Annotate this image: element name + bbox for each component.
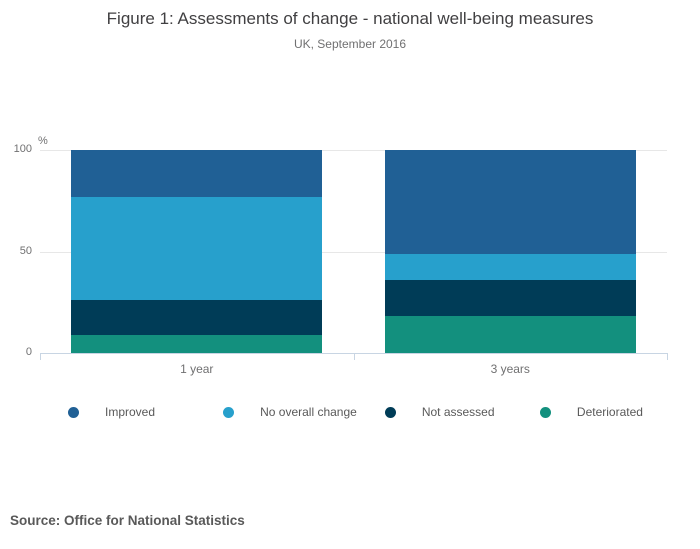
bar-3-years-segment-deteriorated[interactable]: [385, 316, 636, 353]
source-text: Source: Office for National Statistics: [10, 513, 245, 528]
bar-1-year-segment-improved[interactable]: [71, 150, 322, 197]
legend-item-no-overall-change[interactable]: [195, 405, 357, 419]
y-tick-label-50: 50: [19, 244, 32, 257]
legend-item-label: No overall change: [260, 405, 357, 419]
bar-1-year: [71, 150, 322, 353]
bar-3-years: [385, 150, 636, 353]
legend-marker-icon: [540, 407, 551, 418]
legend-item-not-assessed[interactable]: [357, 405, 512, 419]
x-axis-line: [40, 353, 667, 354]
legend: [40, 405, 667, 419]
x-axis-tick: [667, 353, 668, 360]
bar-1-year-segment-not-assessed[interactable]: [71, 300, 322, 335]
y-tick-label-100: 100: [13, 143, 32, 155]
legend-item-deteriorated[interactable]: [512, 405, 667, 419]
bar-1-year-segment-deteriorated[interactable]: [71, 335, 322, 353]
x-category-label-1-year: 1 year: [180, 362, 214, 376]
legend-item-label: Not assessed: [421, 405, 495, 419]
x-category-label-3-years: 3 years: [490, 362, 530, 376]
bar-3-years-segment-no-overall-change[interactable]: [385, 254, 636, 280]
x-axis-tick: [354, 353, 355, 360]
chart-subtitle: UK, September 2016: [293, 37, 407, 51]
legend-item-label: Deteriorated: [576, 405, 643, 419]
x-axis-tick: [40, 353, 41, 360]
legend-marker-icon: [68, 407, 79, 418]
legend-marker-icon: [385, 407, 396, 418]
legend-marker-icon: [223, 407, 234, 418]
y-tick-label-0: 0: [25, 346, 32, 358]
legend-item-label: Improved: [105, 405, 156, 419]
bar-3-years-segment-not-assessed[interactable]: [385, 280, 636, 317]
legend-item-improved[interactable]: [40, 405, 195, 419]
bar-3-years-segment-improved[interactable]: [385, 150, 636, 254]
bar-1-year-segment-no-overall-change[interactable]: [71, 197, 322, 301]
y-axis-unit-label: %: [38, 135, 48, 147]
chart-title: Figure 1: Assessments of change - national well-being measures: [106, 9, 594, 28]
